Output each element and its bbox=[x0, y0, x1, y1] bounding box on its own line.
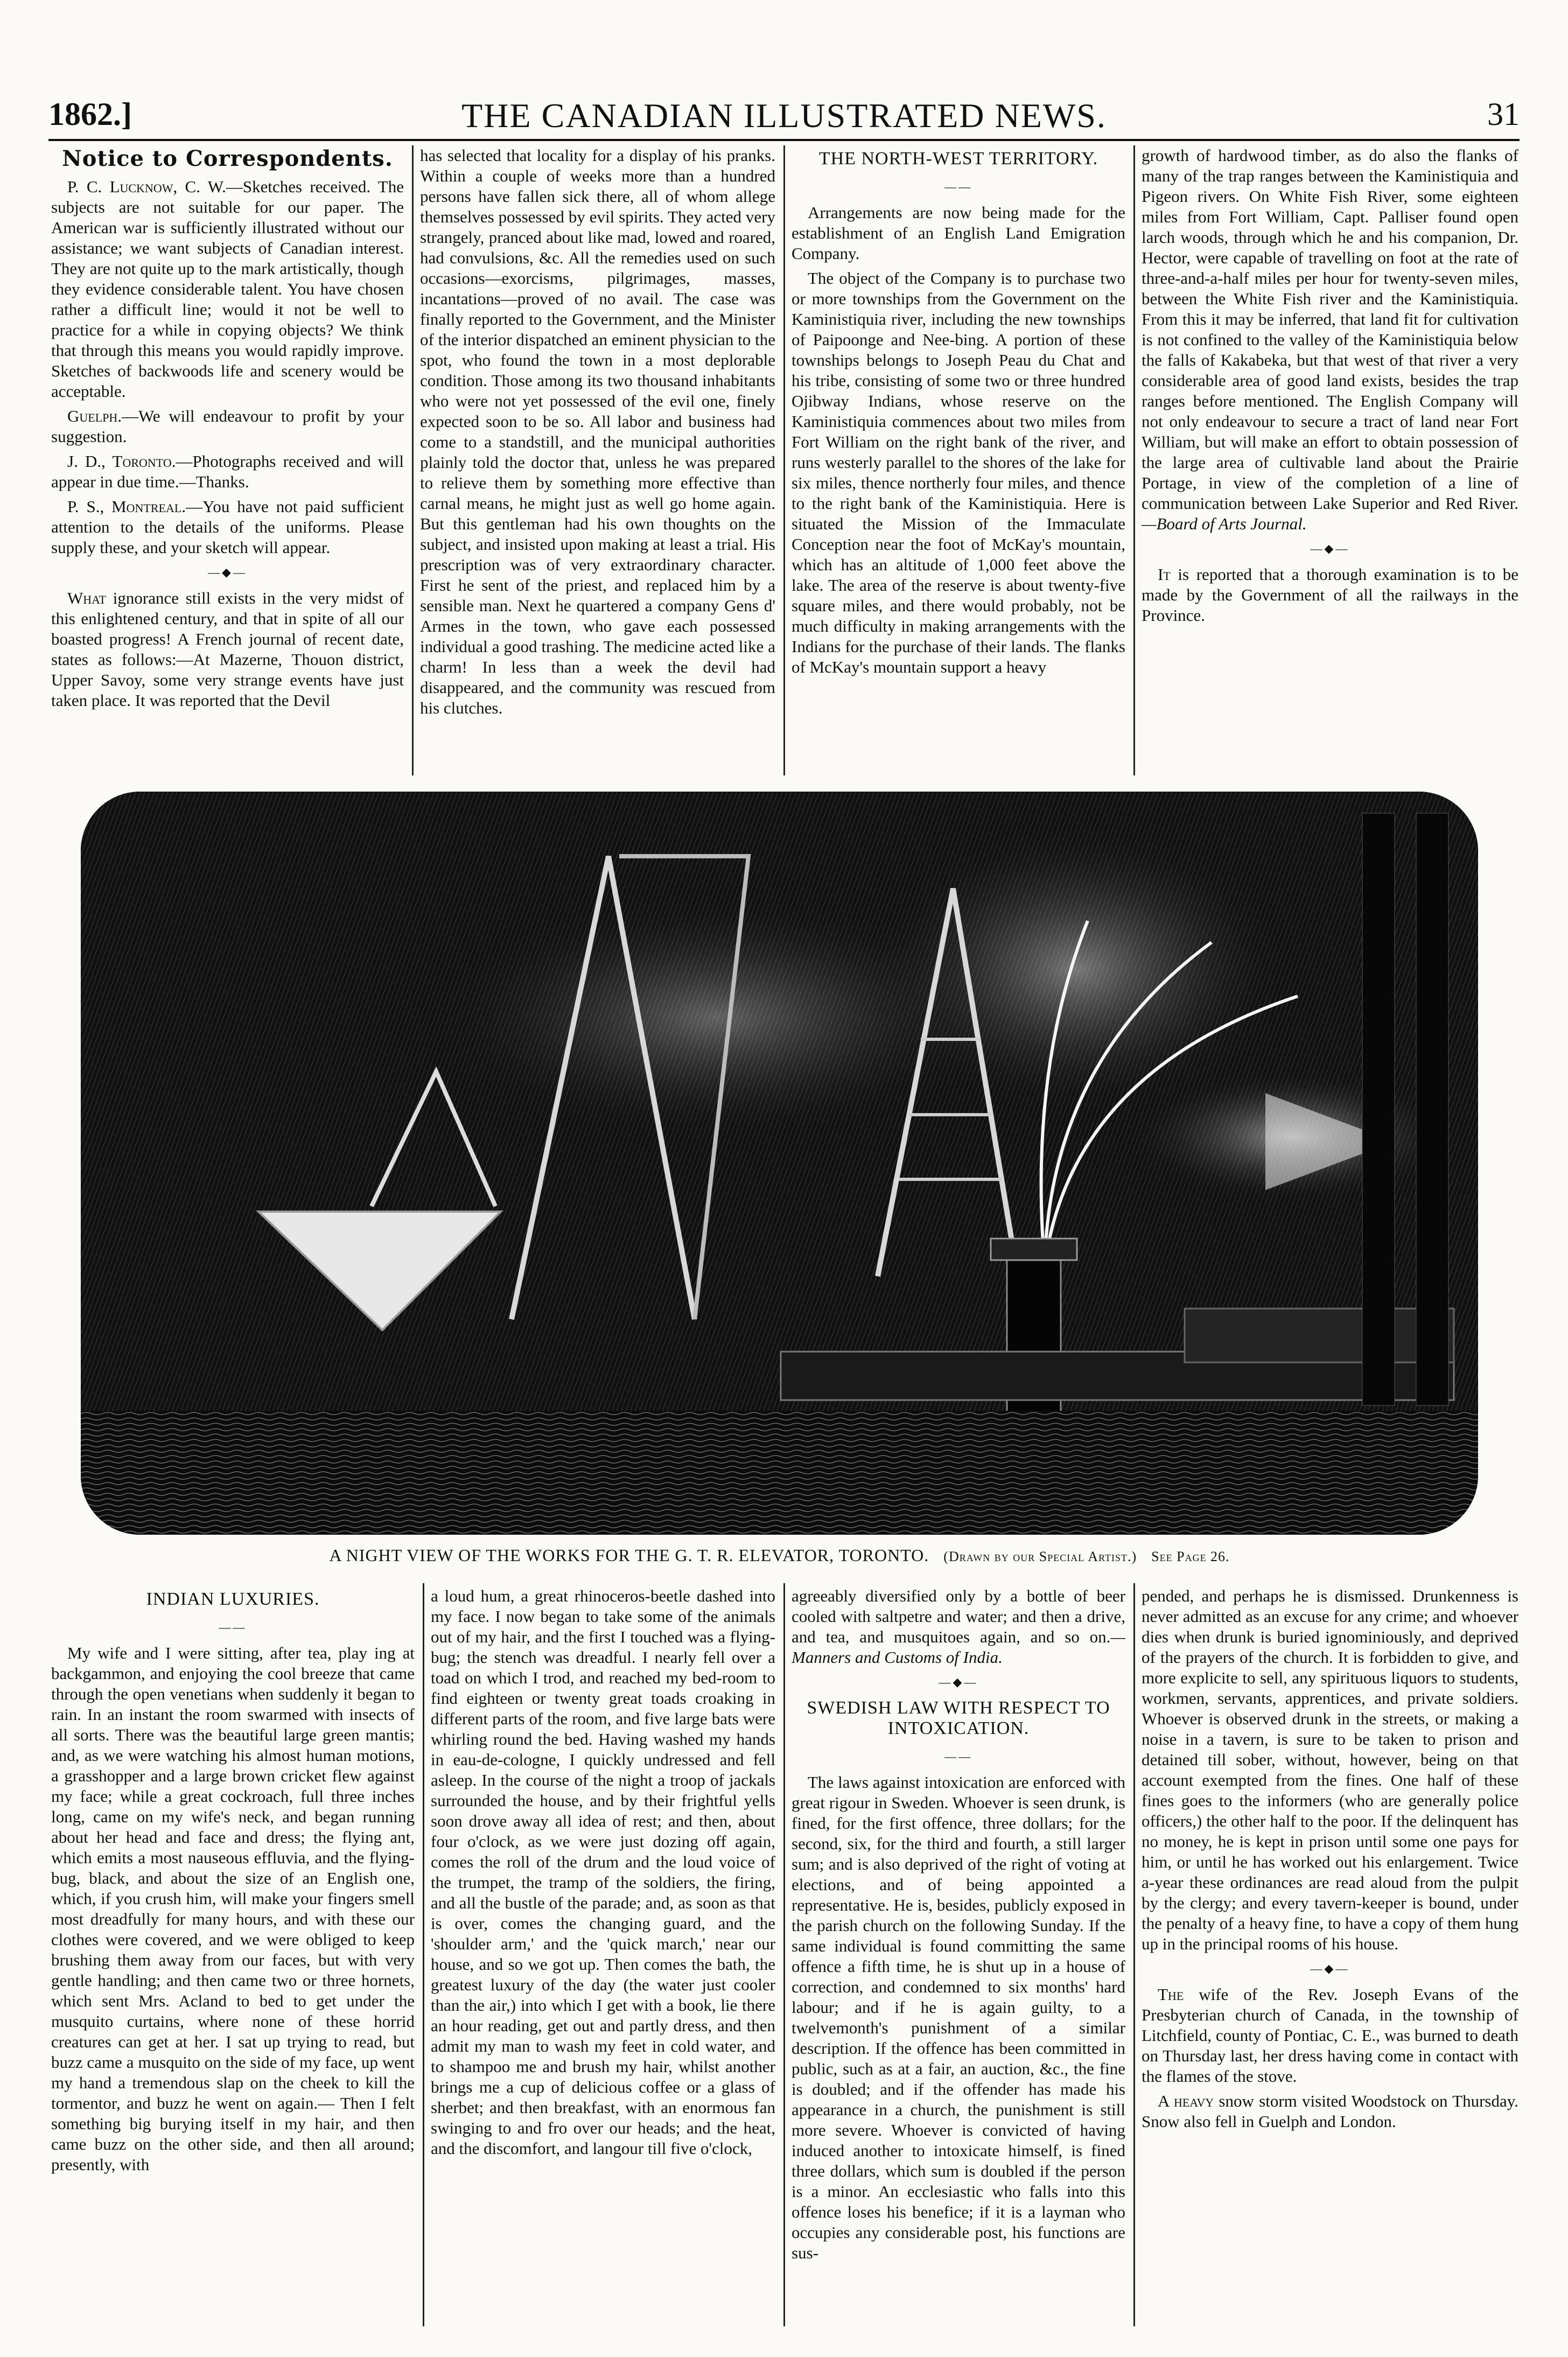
news-note: The wife of the Rev. Joseph Evans of the Presbyterian church of Canada, in the township of Litchfield, county of Pontiac, C. E., was burned to death on Thursday last, her dress having come in contact with the flames of the stove. bbox=[1142, 1985, 1518, 2086]
article-paragraph: growth of hardwood timber, as do also the flanks of many of the trap ranges between the Kaministiquia and Pigeon rivers. On White Fish River, some eighteen miles from Fort William, Capt. Palliser found open larch woods, through which he and his companion, Dr. Hector, were capable of travelling on foot at the rate of three-and-a-half miles per hour for twenty-seven miles, between the White Fish river and the Kaministiquia. From this it may be inferred, that land fit for cultivation is not confined to the valley of the Kaministiquia below the falls of Kakabeka, but that west of that river a very considerable area of good land exists, besides the trap ranges before mentioned. The English Company will not only endeavour to secure a tract of land near Fort William, but will make an effort to obtain possession of the large area of cultivable land about the Prairie Portage, in view of the completion of a line of communication between Lake Superior and Red River.—Board of Arts Journal. bbox=[1142, 146, 1518, 533]
notice-item: Guelph.—We will endeavour to profit by your suggestion. bbox=[51, 407, 404, 446]
article-heading: SWEDISH LAW WITH RESPECT TO INTOXICATION. bbox=[807, 1698, 1110, 1738]
article-paragraph: a loud hum, a great rhinoceros-beetle dashed into my face. I now began to take some of the animals out of my hair, and the first I touched was a flying-bug; the stench was dreadful. I nearly fell over a toad on which I trod, and reached my bed-room to find eighteen or twenty great toads croaking in different parts of the room, and five large bats were whirling round the bed. Having washed my hands in eau-de-cologne, I quickly undressed and fell asleep. In the course of the night a troop of jackals surrounded the house, and by their frightful yells soon drove away all idea of rest; and then, about four o'clock, as we were just dozing off again, comes the roll of the drum and the loud voice of the trumpet, the tramp of the soldiers, the firing, and all the bustle of the parade; and, as soon as that is over, comes the changing guard, and the 'shoulder arm,' and the 'quick march,' near our house, and so we got up. Then comes the bath, the greatest luxury of the day (the water just cooler than the air,) into which I get with a book, lie there an hour reading, get out and partly dress, and then admit my man to wash my feet in cold water, and to shampoo me and brush my hair, whilst another brings me a cup of delicious coffee or a glass of sherbet; and then breakfast, with an enormous fan swinging to and fro over our heads; and the heat, and the discomfort, and langour till five o'clock, bbox=[431, 1586, 775, 2158]
column-rule bbox=[1133, 145, 1135, 775]
caption-credit: (Drawn by our Special Artist.) bbox=[943, 1549, 1137, 1564]
article-heading: THE NORTH-WEST TERRITORY. bbox=[818, 149, 1098, 169]
column-6 bbox=[431, 1586, 775, 2163]
notice-heading: Notice to Correspondents. bbox=[62, 146, 393, 171]
column-8 bbox=[1142, 1586, 1518, 2136]
illustration-caption bbox=[81, 1545, 1478, 1565]
column-1 bbox=[51, 145, 404, 715]
article-paragraph: The laws against intoxication are enforced with great rigour in Sweden. Whoever is seen drunk, is fined, for the first offence, three dollars; for the second, six, for the third and fourth, a still larger sum; and is also deprived of the right of voting at elections, and of being appointed a representative. He is, besides, publicly exposed in the parish church on the following Sunday. If the same individual is found committing the same offence a fifth time, he is shut up in a house of correction, and condemned to six months' hard labour; and if he is again guilty, to a twelvemonth's punishment of a similar description. If the offence has been committed in public, such as at a fair, an auction, &c., the fine is doubled; and if the offender has made his appearance in a church, the punishment is still more severe. Whoever is convicted of having induced another to intoxicate himself, is fined three dollars, which sum is doubled if the person is a minor. An ecclesiastic who falls into this offence loses his benefice; if it is a layman who occupies any considerable post, his functions are sus- bbox=[792, 1773, 1125, 2262]
notice-item: P. C. Lucknow, C. W.—Sketches received. The subjects are not suitable for our paper. The American war is sufficiently illustrated without our assistance; we want subjects of Canadian interest. They are not quite up to the mark artistically, though they evidence considerable talent. You have chosen rather a difficult line; would it not be well to practice for a while in copying objects? We think that through this means you would rapidly improve. Sketches of backwoods life and scenery would be acceptable. bbox=[51, 177, 404, 401]
caption-see-page: See Page 26. bbox=[1151, 1549, 1230, 1564]
engraving-image bbox=[81, 792, 1478, 1535]
ornament-divider: —— bbox=[944, 180, 972, 193]
column-7 bbox=[792, 1586, 1125, 2268]
column-rule bbox=[783, 1583, 785, 2326]
column-3 bbox=[792, 145, 1125, 682]
masthead-rule bbox=[48, 139, 1520, 141]
column-rule bbox=[423, 1583, 424, 2326]
column-2 bbox=[420, 145, 775, 723]
article-paragraph: What ignorance still exists in the very midst of this enlightened century, and that in spite of all our boasted progress! A French journal of recent date, states as follows:—At Mazerne, Thouon district, Upper Savoy, some very strange events have just taken place. It was reported that the Devil bbox=[51, 589, 404, 710]
ornament-divider: —◆— bbox=[208, 565, 247, 579]
column-4 bbox=[1142, 145, 1518, 630]
ornament-divider: —◆— bbox=[1310, 542, 1350, 555]
news-note: A heavy snow storm visited Woodstock on Thursday. Snow also fell in Guelph and London. bbox=[1142, 2092, 1518, 2131]
masthead-title: THE CANADIAN ILLUSTRATED NEWS. bbox=[461, 96, 1107, 135]
ornament-divider: —◆— bbox=[1310, 1962, 1350, 1975]
ornament-divider: —◆— bbox=[939, 1675, 978, 1689]
column-rule bbox=[783, 145, 785, 775]
caption-main: A NIGHT VIEW OF THE WORKS FOR THE G. T. R. ELEVATOR, TORONTO. bbox=[329, 1545, 929, 1565]
ornament-divider: —— bbox=[944, 1750, 972, 1763]
column-rule bbox=[1133, 1583, 1135, 2326]
column-5 bbox=[51, 1586, 415, 2179]
night-works-illustration bbox=[81, 792, 1478, 1535]
article-paragraph: The object of the Company is to purchase two or more townships from the Government on the Kaministiquia river, including the new townships of Paipoonge and Nee-bing. A portion of these townships belongs to Joseph Peau du Chat and his tribe, consisting of some two or three hundred Ojibway Indians, whose reserve on the Kaministiquia commences about two miles from Fort William on the right bank of the river, and runs westerly parallel to the shores of the lake for six miles, thence northerly four miles, and thence to the right bank of the Kaministiquia. Here is situated the Mission of the Immaculate Conception near the foot of McKay's mountain, which has an altitude of 1,000 feet above the lake. The area of the reserve is about twenty-five square miles, and there would probably, not be much difficulty in making arrangements with the Indians for the purchase of their lands. The flanks of McKay's mountain support a heavy bbox=[792, 269, 1125, 676]
news-note: It is reported that a thorough examination is to be made by the Government of all the railways in the Province. bbox=[1142, 565, 1518, 625]
article-paragraph: pended, and perhaps he is dismissed. Drunkenness is never admitted as an excuse for any crime; and whoever dies when drunk is buried ignominiously, and deprived of the prayers of the church. It is forbidden to give, and more explicite to sell, any spirituous liquors to students, workmen, servants, apprentices, and private soldiers. Whoever is observed drunk in the streets, or making a noise in a tavern, is sure to be taken to prison and detained till sober, without, however, being on that account exempted from the fines. One half of these fines goes to the informers (who are generally police officers,) the other half to the poor. If the delinquent has no money, he is kept in prison until some one pays for him, or until he has worked out his enlargement. Twice a-year these ordinances are read aloud from the pulpit by the clergy; and every tavern-keeper is bound, under the penalty of a heavy fine, to have a copy of them hung up in the principal rooms of his house. bbox=[1142, 1586, 1518, 1953]
article-paragraph: agreeably diversified only by a bottle of beer cooled with saltpetre and water; and then a drive, and tea, and musquitoes again, and so on.—Manners and Customs of India. bbox=[792, 1586, 1125, 1667]
masthead bbox=[48, 92, 1520, 135]
article-paragraph: My wife and I were sitting, after tea, play ing at backgammon, and enjoying the cool breeze that came through the open venetians when suddenly it began to rain. In an instant the room swarmed with insects of all sorts. There was the beautiful large green mantis; and, as we were watching his almost human motions, a grasshopper and a large brown cricket flew against my face; while a great cockroach, full three inches long, came on my wife's neck, and began running about her head and face and dress; the flying ant, which emits a most nauseous effluvia, and the flying-bug, black, and about the size of an English one, which, if you crush him, will make your fingers smell most dreadfully for many hours, and with these our clothes were covered, and we were obliged to keep brushing them away from our faces, but with very gentle handling; and then came two or three hornets, which sent Mrs. Acland to bed to get under the musquito curtains, where none of these horrid creatures can get at her. I sat up trying to read, but buzz came a musquito on the side of my face, up went my hand a tremendous slap on the cheek to kill the tormentor, and buzz he went on again.— Then I felt something big burying itself in my hair, and then came buzz on the other side, and then all around; presently, with bbox=[51, 1643, 415, 2174]
column-rule bbox=[412, 145, 414, 775]
page-number: 31 bbox=[1487, 96, 1520, 132]
article-paragraph: Arrangements are now being made for the establishment of an English Land Emigration Company. bbox=[792, 203, 1125, 263]
notice-item: P. S., Montreal.—You have not paid sufficient attention to the details of the uniforms. Please supply these, and your sketch will appear. bbox=[51, 497, 404, 557]
masthead-year: 1862.] bbox=[48, 96, 132, 132]
ornament-divider: —— bbox=[219, 1620, 247, 1634]
article-paragraph: has selected that locality for a display of his pranks. Within a couple of weeks more than a hundred persons have fallen sick there, all of whom allege themselves possessed by evil spirits. They acted very strangely, pranced about like mad, lowed and roared, had convulsions, &c. All the remedies used on such occasions—exorcisms, pilgrimages, masses, incantations—proved of no avail. The case was finally reported to the Government, and the Minister of the interior dispatched an eminent physician to the spot, who found the town in a most deplorable condition. Those among its two thousand inhabitants who were not yet possessed of the evil one, finely expected soon to be so. All labor and business had come to a standstill, and the municipal authorities plainly told the doctor that, unless he was prepared to relieve them by something more effective than carnal means, he might just as well go home again. But this gentleman had his own thoughts on the subject, and insisted upon making at least a trial. His prescription was of very extraordinary character. First he sent of the priest, and replaced him by a sensible man. Next he quartered a company Gens d' Armes in the town, who gave each possessed individual a good trashing. The medicine acted like a charm! In less than a week the devil had disappeared, and the community was rescued from his clutches. bbox=[420, 146, 775, 717]
notice-item: J. D., Toronto.—Photographs received and will appear in due time.—Thanks. bbox=[51, 452, 404, 491]
article-heading: INDIAN LUXURIES. bbox=[146, 1589, 320, 1609]
